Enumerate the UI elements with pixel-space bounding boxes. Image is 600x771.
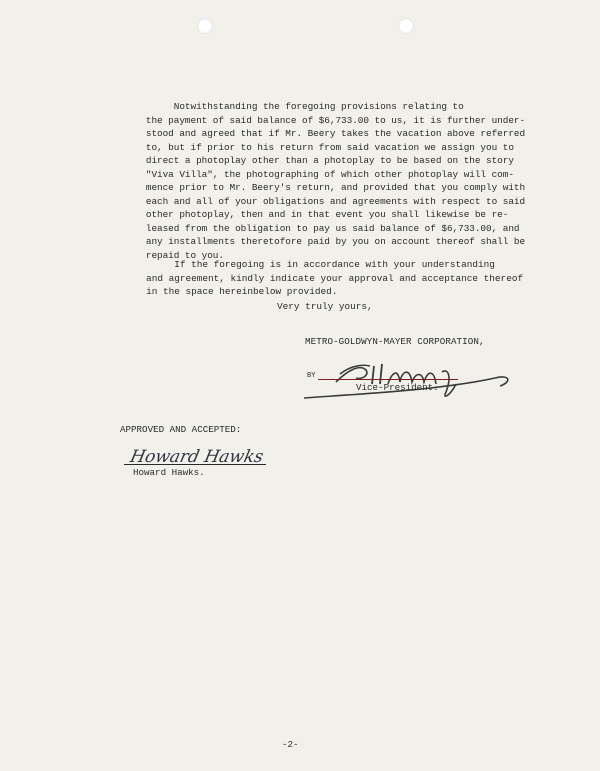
hawks-signature <box>120 440 310 470</box>
paragraph-2-line: and agreement, kindly indicate your approval and acceptance thereof <box>118 272 524 284</box>
paragraph-1-line: repaid to you. <box>118 249 224 261</box>
paragraph-1-line: any installments theretofore paid by you on account thereof shall be <box>118 236 526 247</box>
paragraph-1-line: stood and agreed that if Mr. Beery takes the vacation above referred <box>118 128 526 139</box>
hawks-signature-line <box>124 464 266 465</box>
approved-accepted-label: APPROVED AND ACCEPTED: <box>120 424 242 435</box>
paragraph-1-line: each and all of your obligations and agreements with respect to said <box>118 195 526 207</box>
mayer-signature <box>300 352 515 404</box>
paragraph-1-line: leased from the obligation to pay us said balance of $6,733.00, and <box>118 222 520 234</box>
paragraph-1-line: direct a photoplay other than a photoplay to be based on the story <box>118 155 514 166</box>
paragraph-1-line: Notwithstanding the foregoing provisions relating to <box>118 101 464 112</box>
signature-line <box>318 379 458 380</box>
hawks-signature-text: Howard Hawks <box>128 447 266 467</box>
paragraph-1-line: the payment of said balance of $6,733.00 to us, it is further under- <box>118 114 526 126</box>
paragraph-1-line: mence prior to Mr. Beery's return, and provided that you comply with <box>118 182 526 193</box>
hawks-typed-name: Howard Hawks. <box>133 467 205 478</box>
punch-hole-left <box>197 18 213 34</box>
vice-president-title: Vice-President. <box>356 382 439 393</box>
closing-text: Very truly yours, <box>277 301 373 312</box>
paragraph-2 <box>118 258 524 299</box>
corporation-name: METRO-GOLDWYN-MAYER CORPORATION, <box>305 336 485 347</box>
paragraph-2-line: in the space hereinbelow provided. <box>118 286 338 297</box>
paragraph-2-line: If the foregoing is in accordance with your understanding <box>118 259 495 270</box>
paragraph-1-line: other photoplay, then and in that event you shall likewise be re- <box>118 209 509 220</box>
paragraph-1 <box>118 100 526 262</box>
by-label: BY <box>307 372 316 380</box>
page-number: -2- <box>282 739 299 750</box>
paragraph-1-line: "Viva Villa", the photographing of which other photoplay will com- <box>118 168 514 180</box>
paragraph-1-line: to, but if prior to his return from said vacation we assign you to <box>118 141 514 153</box>
punch-hole-right <box>398 18 414 34</box>
